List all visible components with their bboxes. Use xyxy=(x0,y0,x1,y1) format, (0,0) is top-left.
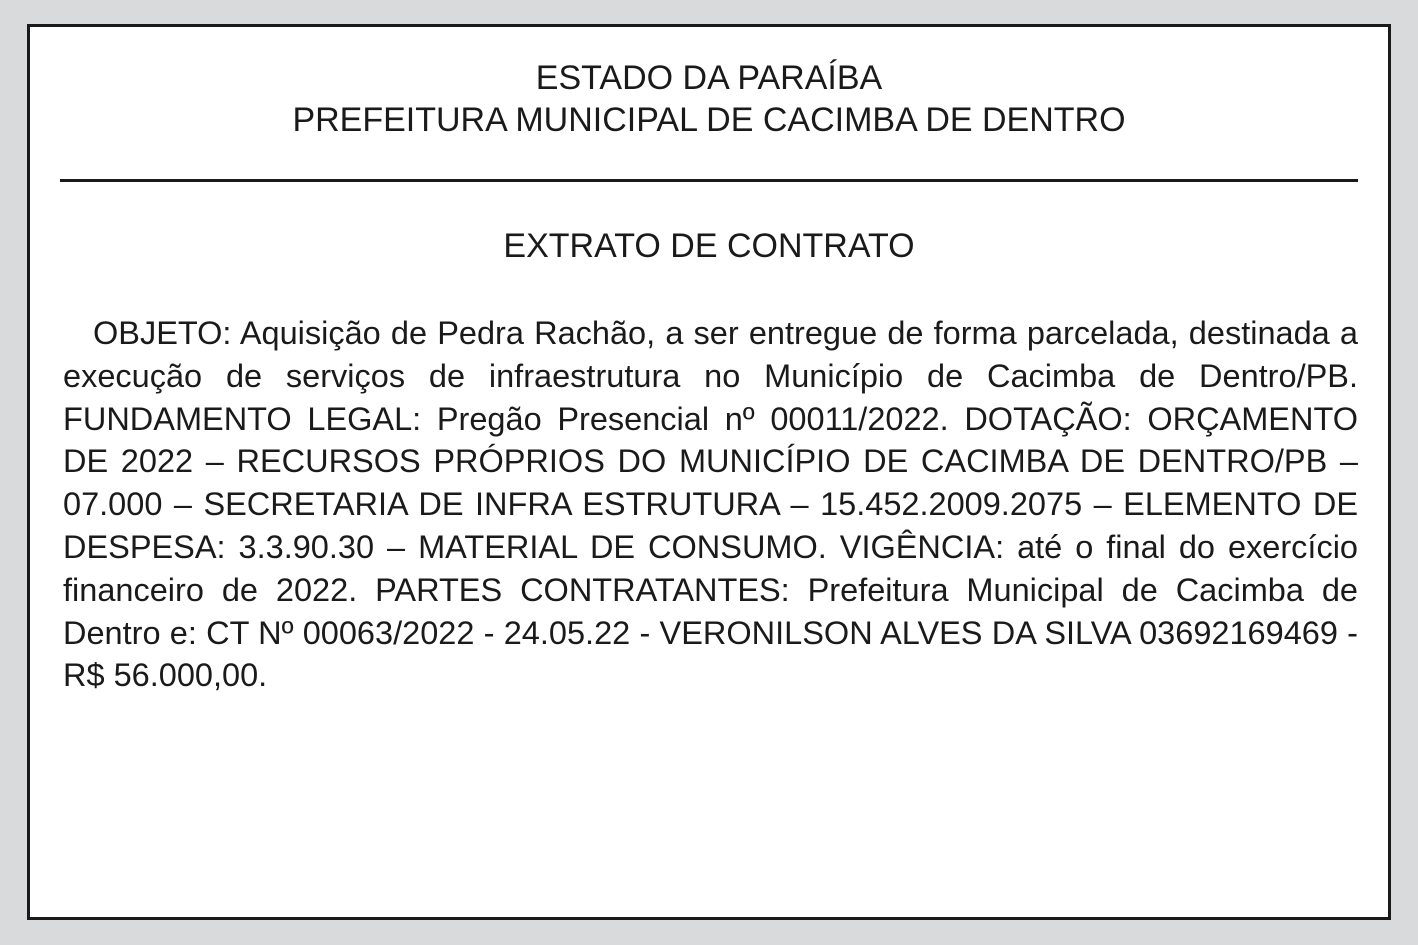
municipality-name: PREFEITURA MUNICIPAL DE CACIMBA DE DENTRO xyxy=(292,101,1126,139)
state-name: ESTADO DA PARAÍBA xyxy=(535,59,883,97)
notice-header xyxy=(30,57,1388,141)
document-body: OBJETO: Aquisição de Pedra Rachão, a ser entregue de forma parcelada, destinada a execução de serviços de infraestrutura no Município de Cacimba de Dentro/PB. FUNDAMENTO LEGAL: Pregão Presencial nº 00011/2022. DOTAÇÃO: ORÇAMENTO DE 2022 – RECURSOS PRÓPRIOS DO MUNICÍPIO DE CACIMBA DE DENTRO/PB – 07.000 – SECRETARIA DE INFRA ESTRUTURA – 15.452.2009.2075 – ELEMENTO DE DESPESA: 3.3.90.30 – MATERIAL DE CONSUMO. VIGÊNCIA: até o final do exercício financeiro de 2022. PARTES CONTRATANTES: Prefeitura Municipal de Cacimba de Dentro e: CT Nº 00063/2022 - 24.05.22 - VERONILSON ALVES DA SILVA 03692169469 - R$ 56.000,00. xyxy=(63,315,1358,694)
notice-frame xyxy=(27,24,1391,920)
header-divider xyxy=(60,179,1358,182)
document-title: EXTRATO DE CONTRATO xyxy=(503,227,915,265)
